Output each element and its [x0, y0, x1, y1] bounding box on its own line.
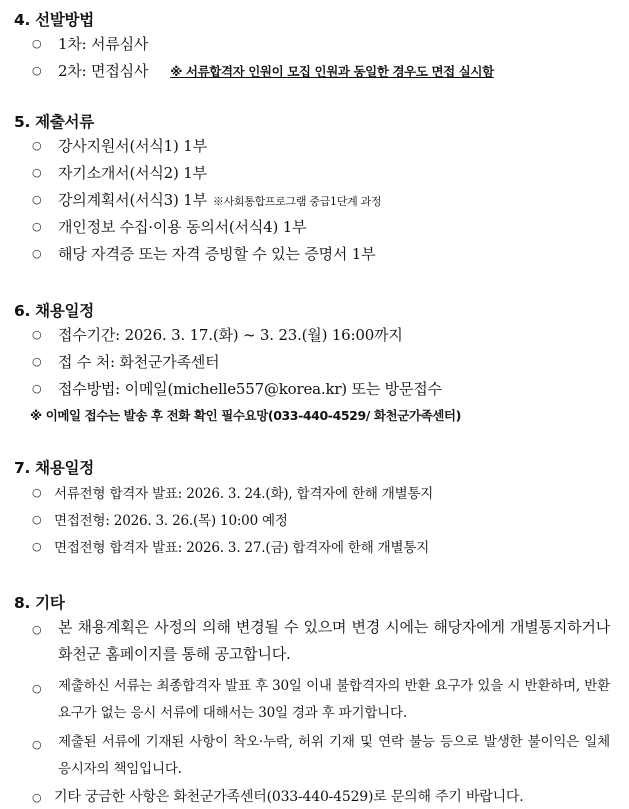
s4-item-1: 1차: 서류심사	[58, 35, 149, 53]
bullet-icon: ○	[32, 166, 42, 179]
section-5-title: 5. 제출서류	[14, 113, 94, 131]
s8-item-2: 제출하신 서류는 최종합격자 발표 후 30일 이내 불합격자의 반환 요구가 있을 시 반환하며, 반환 요구가 없는 응시 서류에 대해서는 30일 경과 후 파기합니다.	[58, 678, 610, 721]
s5-item-1: 강사지원서(서식1) 1부	[58, 137, 207, 155]
bullet-icon: ○	[32, 193, 42, 206]
section-6-title: 6. 채용일정	[14, 302, 94, 320]
bullet-icon: ○	[32, 682, 42, 695]
bullet-icon: ○	[32, 139, 42, 152]
bullet-icon: ○	[32, 328, 42, 341]
s6-item-3: 접수방법: 이메일(michelle557@korea.kr) 또는 방문접수	[58, 380, 442, 398]
bullet-icon: ○	[32, 355, 42, 368]
s6-item-1: 접수기간: 2026. 3. 17.(화) ~ 3. 23.(월) 16:00까지	[58, 326, 403, 344]
s4-item-2	[58, 60, 494, 81]
bullet-icon: ○	[32, 540, 42, 553]
bullet-icon: ○	[32, 64, 42, 77]
bullet-icon: ○	[32, 623, 42, 636]
s6-email-note: ※ 이메일 접수는 발송 후 전화 확인 필수요망(033-440-4529/ 화천군가족센터)	[30, 408, 461, 423]
s5-item-2: 자기소개서(서식2) 1부	[58, 164, 207, 182]
s7-item-2: 면접전형: 2026. 3. 26.(목) 10:00 예정	[54, 513, 288, 529]
s7-item-3: 면접전형 합격자 발표: 2026. 3. 27.(금) 합격자에 한해 개별통지	[54, 540, 430, 556]
bullet-icon: ○	[32, 220, 42, 233]
bullet-icon: ○	[32, 738, 42, 751]
s8-item-3: 제출된 서류에 기재된 사항이 착오·누락, 허위 기재 및 연락 불능 등으로 발생한 불이익은 일체 응시자의 책임입니다.	[58, 734, 610, 777]
bullet-icon: ○	[32, 486, 42, 499]
s8-item-4: 기타 궁금한 사항은 화천군가족센터(033-440-4529)로 문의해 주기 바랍니다.	[54, 789, 524, 805]
bullet-icon: ○	[32, 247, 42, 260]
bullet-icon: ○	[32, 791, 42, 804]
section-8-title: 8. 기타	[14, 594, 65, 612]
s6-item-2: 접 수 처: 화천군가족센터	[58, 353, 220, 371]
s5-item-3	[58, 189, 381, 210]
bullet-icon: ○	[32, 37, 42, 50]
s4-item-2-text: 2차: 면접심사	[58, 62, 149, 80]
s5-program-note: ※사회통합프로그램 중급1단계 과정	[212, 195, 382, 208]
s8-item-1: 본 채용계획은 사정의 의해 변경될 수 있으며 변경 시에는 해당자에게 개별통지하거나 화천군 홈페이지를 통해 공고합니다.	[58, 618, 610, 663]
bullet-icon: ○	[32, 513, 42, 526]
s4-interview-note: ※ 서류합격자 인원이 모집 인원과 동일한 경우도 면접 실시함	[170, 64, 494, 79]
bullet-icon: ○	[32, 382, 42, 395]
s5-item-4: 개인정보 수집·이용 동의서(서식4) 1부	[58, 218, 307, 236]
s5-item-3-text: 강의계획서(서식3) 1부	[58, 191, 207, 209]
section-4-title: 4. 선발방법	[14, 11, 94, 29]
s5-item-5: 해당 자격증 또는 자격 증빙할 수 있는 증명서 1부	[58, 245, 376, 263]
section-7-title: 7. 채용일정	[14, 459, 94, 477]
s7-item-1: 서류전형 합격자 발표: 2026. 3. 24.(화), 합격자에 한해 개별통지	[54, 486, 434, 502]
